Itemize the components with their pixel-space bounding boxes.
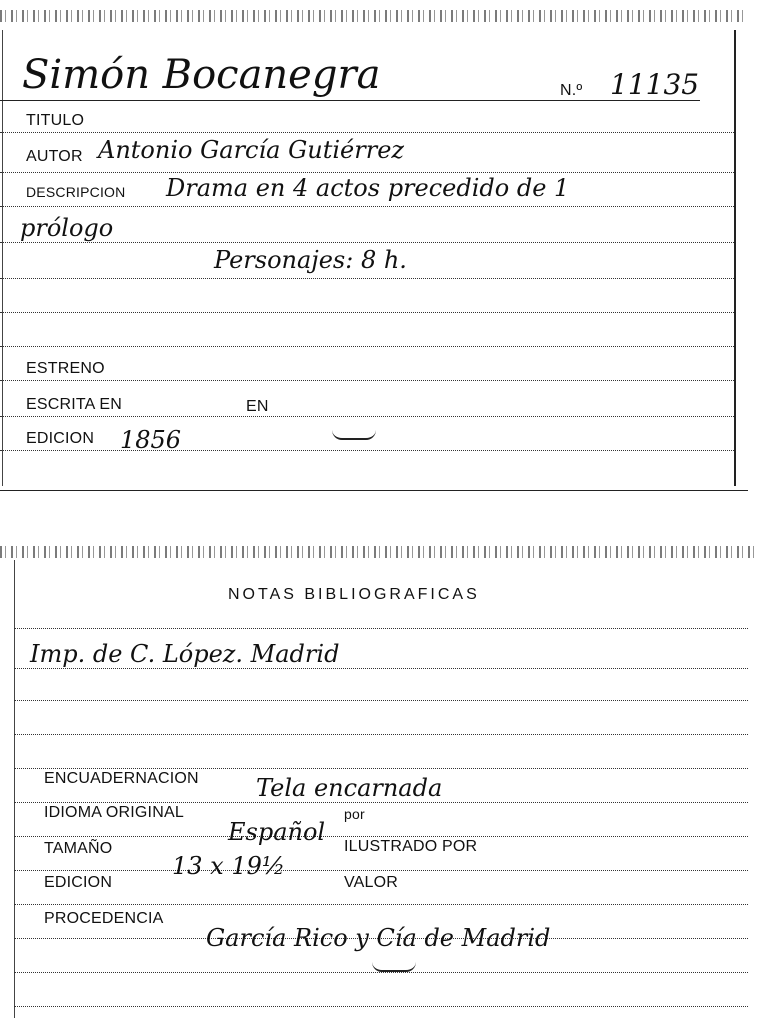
rule — [14, 1006, 748, 1007]
rule — [14, 972, 748, 973]
ink-smudge — [332, 430, 376, 440]
rule — [0, 450, 734, 451]
procedencia-value: García Rico y Cía de Madrid — [206, 924, 551, 952]
card-top-bottom-edge — [0, 490, 748, 491]
procedencia-label: PROCEDENCIA — [44, 910, 164, 927]
rule — [0, 100, 700, 101]
card-top-left-edge — [2, 30, 3, 486]
edicion-label-2: EDICION — [44, 874, 113, 891]
title-value: Simón Bocanegra — [22, 52, 381, 98]
escrita-en-label: ESCRITA EN — [26, 396, 122, 413]
idioma-value: Español — [228, 818, 326, 846]
descripcion-line2: prólogo — [20, 214, 114, 242]
tamano-label: TAMAÑO — [44, 840, 113, 857]
number-label: N.º — [560, 82, 583, 99]
rule — [0, 346, 734, 347]
edicion-value: 1856 — [120, 426, 182, 454]
autor-value: Antonio García Gutiérrez — [98, 136, 405, 164]
card-bottom-edge — [0, 546, 759, 558]
rule — [0, 132, 734, 133]
descripcion-line1: Drama en 4 actos precedido de 1 — [166, 174, 570, 202]
estreno-label: ESTRENO — [26, 360, 105, 377]
rule — [14, 628, 748, 629]
rule — [0, 242, 734, 243]
personajes-value: Personajes: 8 h. — [214, 246, 407, 274]
encuadernacion-value: Tela encarnada — [256, 774, 443, 802]
edicion-label: EDICION — [26, 430, 95, 447]
ink-smudge — [372, 962, 416, 972]
notes-line1: Imp. de C. López. Madrid — [30, 640, 340, 668]
catalog-card-top — [0, 0, 748, 492]
rule — [0, 416, 734, 417]
encuadernacion-label: ENCUADERNACION — [44, 770, 199, 787]
rule — [0, 380, 734, 381]
tamano-value: 13 x 19½ — [172, 852, 286, 880]
card-top-edge — [0, 10, 748, 22]
rule — [14, 836, 748, 837]
number-value: 11135 — [610, 68, 700, 101]
en-label: EN — [246, 398, 269, 415]
rule — [14, 734, 748, 735]
rule — [14, 768, 748, 769]
idioma-original-label: IDIOMA ORIGINAL — [44, 804, 184, 821]
rule — [14, 870, 748, 871]
rule — [14, 668, 748, 669]
titulo-label: TITULO — [26, 112, 85, 129]
rule — [14, 904, 748, 905]
autor-label: AUTOR — [26, 148, 83, 165]
notas-heading: NOTAS BIBLIOGRAFICAS — [228, 586, 480, 603]
valor-label: VALOR — [344, 874, 399, 891]
rule — [0, 206, 734, 207]
rule — [14, 802, 748, 803]
rule — [0, 278, 734, 279]
descripcion-label: DESCRIPCION — [26, 184, 126, 200]
ilustrado-por-label: ILUSTRADO POR — [344, 838, 478, 855]
rule — [14, 700, 748, 701]
card-top-right-edge — [734, 30, 736, 486]
por-label: por — [344, 806, 365, 822]
rule — [0, 172, 734, 173]
rule — [0, 312, 734, 313]
